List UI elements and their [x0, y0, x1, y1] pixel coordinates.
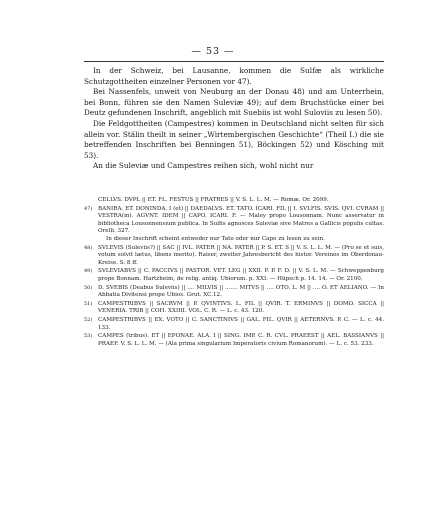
footnote-text: BANIRA. ET. DONINDA. I (et) || DAEDALVS. ET. TATO. ICARI. FIL || I. SVLFIS. SVIS. QVI. CVRAM || VESTRA(m). AGVNT. IDEM || CAPO. ICARI. F. — Maley propo Lousonnam. Nunc asservatur in bibliotheca Lousonnensium publica. In Sulfis agnosces Suleviæ sive Matres a Gallicis populis cultas. Orelli. 327.	[98, 205, 384, 235]
footnote-mark: 48)	[84, 244, 93, 251]
footnote-text: SVLEVIS (Suleviis?) || SAC || IVL. PATER || NA. PATER || P. S. ET. S || V. S. L. L. M. — (Pro se et suis, votum solvit lætus, libens merito). Raiser, zweiter Jahresbericht des histor. Vereines im Oberdonau-Kreise. S. 8 ff.	[98, 244, 384, 266]
paragraph: Die Feldgottheiten (Campestres) kommen in Deutschland nicht selten für sich allein vor. Stälin theilt in seiner „Wirtembergischen Geschichte“ (Theil I.) die sie betreffenden Inschriften bei Benningen 51), Böckingen 52) und Kösching mit 53).	[84, 118, 384, 160]
header-rule	[84, 61, 384, 62]
footnote-mark: 51)	[84, 300, 93, 307]
footnote-subtext: In dieser Inschrift scheint entweder nur Tato oder nur Capo zu lesen zu sein.	[106, 235, 325, 242]
main-text	[84, 66, 384, 172]
footnote-text: CAMPES (tribus). ET || EPONAE. ALA. I || SING. IMP. C. R. CVL. PRAEEST || AEL. BASSIANVS || PRAEF. V. S. L. L. M. — (Ala prima singularium Imperatoris civium Romanorum). — L. c. 53. 233.	[98, 333, 384, 347]
footnote	[84, 285, 384, 300]
paragraph: In der Schweiz, bei Lausanne, kommen die Sulfæ als wirkliche Schutzgottheiten einzelner Personen vor 47).	[84, 66, 384, 86]
footnote-mark: 52)	[84, 316, 93, 323]
footnote	[84, 317, 384, 332]
footnote-mark: 47)	[84, 205, 93, 212]
paragraph: An die Suleviæ und Campestres reihen sich, wohl nicht nur	[93, 161, 314, 171]
footnote	[84, 206, 384, 244]
footnote	[84, 301, 384, 316]
footnotes	[84, 197, 384, 349]
page-number: — 53 —	[191, 46, 235, 57]
footnote	[84, 333, 384, 348]
footnote-mark: 50)	[84, 284, 93, 291]
footnote-text: CELLVS. DVPL || ET. FL. FESTUS || FRATRES || V. S. L. L. M. — Romæ. Or. 2099.	[98, 197, 329, 203]
footnote-text: CAMPESTRIBVS || SACRVM || P. QVINTIVS. L. FIL || QVIR. T. ERMINVS || DOMO. SICCA || VENERIA. TRIB || COH. XXIIII. VOL. C. R. — L. c. 43. 120.	[98, 300, 384, 315]
footnote-text: D. SVEBIS (Deabus Suleviis) || .... MILVIS || ....... MITVS || .... OTO. L. M || .... O. ET AELIANO. — In Abbatia Divitensi prope Ubios. Grut. XC.12.	[98, 284, 384, 299]
footnote-mark: 49)	[84, 268, 93, 275]
footnote-text: CAMPESTRIBVS || EX. VOTO || C. SANCTINIVS || GAL. FIL. QVIR || AETERNVS. P. C. — L. c. 44. 133.	[98, 316, 384, 331]
footnote	[84, 245, 384, 268]
footnote	[84, 197, 384, 205]
paragraph: Bei Nassenfels, unweit von Neuburg an der Donau 48) und am Unterrhein, bei Bonn, führen sie den Namen Suleviæ 49); auf dem Bruchstücke einer bei Deutz gefundenen Inschrift, angeblich mit Suebiis ist wohl Suloviis zu lesen 50).	[84, 87, 384, 118]
footnote-text: SVLEVIABVS || C. PACCIVS || PASTOR. VET. LEG || XXII. P. P. F. D. || V. S. L. M. — Schweppenburg prope Bonnam. Hartzheim, de relig. antiq. Ubiorum. p. XXI. — Hüpsch p. 14. 14. — Or. 2100.	[98, 268, 384, 282]
footnote	[84, 268, 384, 283]
footnote-mark: 53)	[84, 333, 93, 340]
